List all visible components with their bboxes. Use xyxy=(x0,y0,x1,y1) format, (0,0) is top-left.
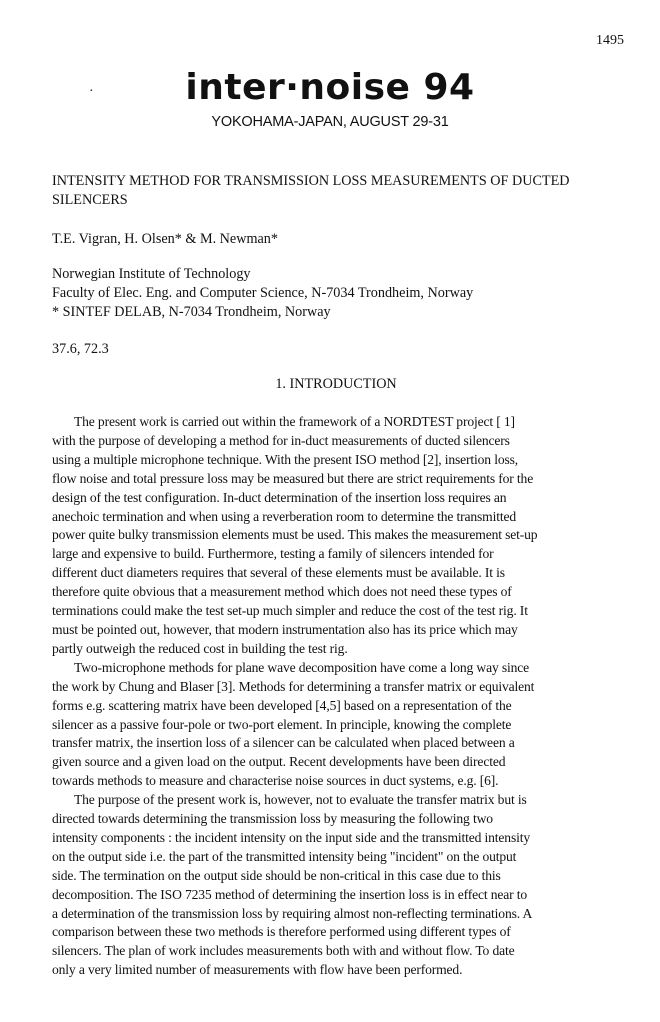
authors: T.E. Vigran, H. Olsen* & M. Newman* xyxy=(52,231,278,247)
body-line: terminations could make the test set-up much simpler and reduce the cost of the test rig. It xyxy=(52,603,528,619)
affiliation-line: Norwegian Institute of Technology xyxy=(52,266,251,282)
affiliation-line: * SINTEF DELAB, N-7034 Trondheim, Norway xyxy=(52,303,331,320)
body-line: Two-microphone methods for plane wave decomposition have come a long way since xyxy=(74,659,530,675)
body-line: large and expensive to build. Furthermore, testing a family of silencers intended for xyxy=(52,546,494,562)
paper-title xyxy=(52,172,632,210)
body-line: given source and a given load on the output. Recent developments have been directed xyxy=(52,754,506,770)
conference-logo: inter·noise 94 xyxy=(185,67,475,108)
body-line: forms e.g. scattering matrix have been developed [4,5] based on a representation of the xyxy=(52,697,512,713)
body-line: power quite bulky transmission elements must be used. This makes the measurement set-up xyxy=(52,527,538,543)
stray-dot: · xyxy=(89,84,94,99)
body-line: different duct diameters requires that several of these elements must be available. It is xyxy=(52,565,505,581)
body-line: The purpose of the present work is, however, not to evaluate the transfer matrix but is xyxy=(74,792,527,808)
body-line: silencers. The plan of work includes measurements both with and without flow. To date xyxy=(52,943,515,959)
section-heading: 1. INTRODUCTION xyxy=(275,376,397,392)
introduction-body xyxy=(52,413,620,980)
body-line: therefore quite obvious that a measurement method which does not need these types of xyxy=(52,584,512,600)
body-line: comparison between these two methods is therefore performed using different types of xyxy=(52,924,511,940)
body-line: side. The termination on the output side should be non-critical in this case due to this xyxy=(52,867,501,883)
body-line: silencer as a passive four-pole or two-port element. In principle, knowing the complete xyxy=(52,716,512,732)
body-line: decomposition. The ISO 7235 method of determining the insertion loss is in effect near to xyxy=(52,886,528,902)
body-line: with the purpose of developing a method for in-duct measurements of ducted silencers xyxy=(52,432,510,448)
body-line: flow noise and total pressure loss may be measured but there are strict requirements for the xyxy=(52,470,534,486)
body-line: only a very limited number of measurements with flow have been performed. xyxy=(52,962,463,978)
body-line: design of the test configuration. In-duct determination of the insertion loss requires an xyxy=(52,489,507,505)
affiliation-line: Faculty of Elec. Eng. and Computer Science, N-7034 Trondheim, Norway xyxy=(52,284,474,301)
classification-codes: 37.6, 72.3 xyxy=(52,341,109,357)
body-line: using a multiple microphone technique. With the present ISO method [2], insertion loss, xyxy=(52,451,519,467)
body-line: on the output side i.e. the part of the transmitted intensity being "incident" on the output xyxy=(52,848,517,864)
body-line: partly outweigh the reduced cost in building the test rig. xyxy=(52,640,348,656)
page-number: 1495 xyxy=(596,33,624,48)
body-line: The present work is carried out within the framework of a NORDTEST project [ 1] xyxy=(74,414,515,429)
affiliations xyxy=(52,265,632,321)
body-line: transfer matrix, the insertion loss of a silencer can be calculated when placed between a xyxy=(52,735,515,751)
body-line: a determination of the transmission loss by requiring almost non-reflecting terminations. A xyxy=(52,905,533,921)
conference-place: YOKOHAMA-JAPAN, AUGUST 29-31 xyxy=(211,114,449,130)
body-line: must be pointed out, however, that modern instrumentation also has its price which may xyxy=(52,621,518,637)
paper-title-line: INTENSITY METHOD FOR TRANSMISSION LOSS MEASUREMENTS OF DUCTED xyxy=(52,173,570,189)
body-line: intensity components : the incident intensity on the input side and the transmitted intensity xyxy=(52,829,530,845)
body-line: towards methods to measure and characterise noise sources in duct systems, e.g. [6]. xyxy=(52,773,499,789)
body-line: directed towards determining the transmission loss by measuring the following two xyxy=(52,811,493,827)
paper-title-line: SILENCERS xyxy=(52,192,128,208)
body-line: anechoic termination and when using a reverberation room to determine the transmitted xyxy=(52,508,517,524)
body-line: the work by Chung and Blaser [3]. Methods for determining a transfer matrix or equivalent xyxy=(52,678,535,694)
